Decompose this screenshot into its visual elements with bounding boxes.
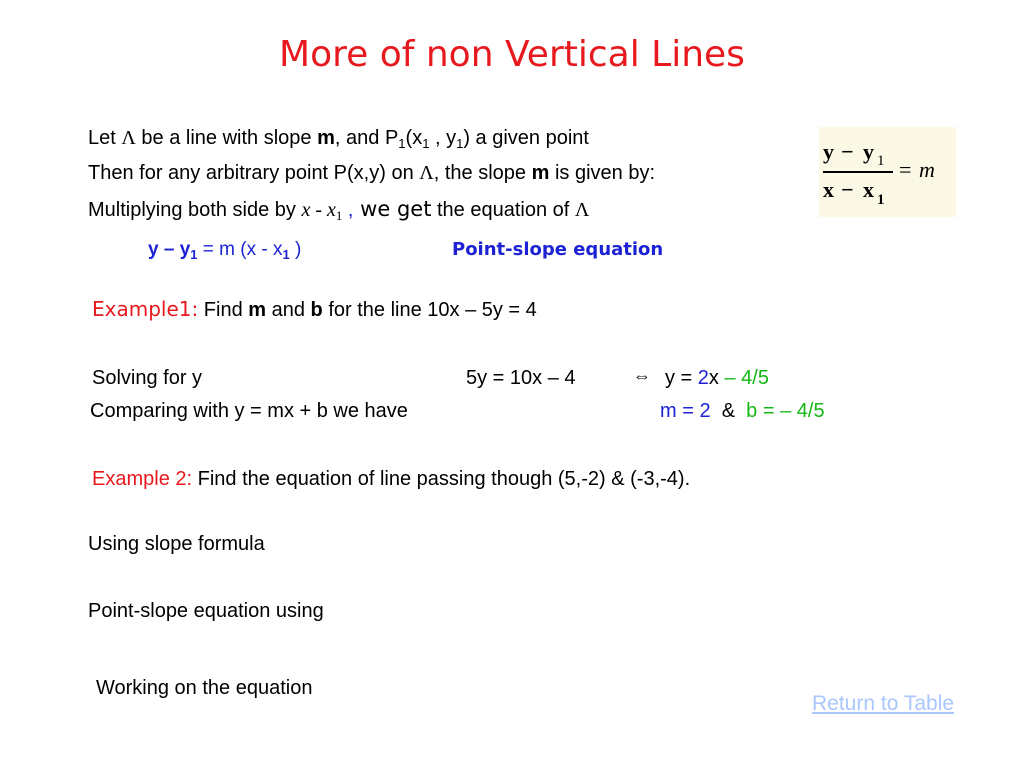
bold-m: m: [248, 299, 267, 321]
text: , and P: [334, 127, 399, 149]
subscript: 1: [422, 136, 430, 151]
slope-m: m: [531, 162, 550, 184]
text: y =: [665, 367, 698, 389]
text: (x: [405, 127, 423, 149]
subscript: 1: [456, 136, 464, 151]
text: and: [266, 299, 311, 321]
subscript: 1: [335, 208, 343, 223]
formula-equals: =: [899, 157, 912, 182]
slope-formula-svg: [819, 127, 956, 217]
comparing-result: [660, 399, 825, 423]
formula-denominator-sub: 1: [877, 192, 885, 208]
text: y – y: [148, 239, 191, 260]
text: x: [708, 367, 719, 389]
formula-denominator-minus: −: [841, 177, 854, 202]
point-slope-formula: [148, 238, 301, 262]
text: Find the equation of line passing though (5,-2) & (-3,-4).: [192, 468, 691, 490]
text: be a line with slope: [135, 127, 318, 149]
lambda-symbol: Λ: [419, 162, 434, 184]
we-get-text: we get: [353, 197, 432, 221]
subscript: 1: [282, 247, 290, 262]
text: for the line 10x – 5y = 4: [322, 299, 537, 321]
b-value: b = – 4/5: [746, 400, 825, 422]
slope-m: m: [317, 127, 335, 149]
text: , y: [429, 127, 457, 149]
text: ): [289, 239, 302, 260]
subscript: 1: [190, 247, 198, 262]
subscript: 1: [398, 136, 406, 151]
text: Let: [88, 127, 122, 149]
formula-rhs-m: m: [919, 157, 935, 182]
slope-formula-image: [819, 127, 956, 217]
m-value: m = 2: [660, 400, 711, 422]
text: is given by:: [549, 162, 656, 184]
example1-label: Example1:: [92, 297, 199, 321]
intercept: – 4/5: [718, 367, 769, 389]
intro-line-1: [88, 126, 589, 150]
solving-equation: 5y = 10x – 4: [466, 367, 576, 389]
text: = m (x - x: [197, 239, 283, 260]
working-on-equation: Working on the equation: [96, 677, 313, 699]
slide-title: More of non Vertical Lines: [279, 34, 745, 75]
text: Find: [198, 299, 249, 321]
text: , the slope: [433, 162, 532, 184]
formula-denominator-x1: x: [863, 177, 874, 202]
example2-line: [92, 467, 690, 491]
comma: ,: [342, 199, 354, 221]
point-slope-label: Point-slope equation: [452, 239, 664, 260]
using-slope-formula: Using slope formula: [88, 533, 265, 555]
lambda-symbol: Λ: [574, 199, 590, 221]
formula-numerator-y: y: [823, 139, 834, 164]
formula-denominator-x: x: [823, 177, 834, 202]
intro-line-3: [88, 197, 589, 222]
expression: x - x: [301, 199, 336, 221]
example1-line: [92, 297, 537, 322]
text: Multiplying both side by: [88, 199, 302, 221]
example2-label: Example 2:: [92, 468, 193, 490]
solving-label: Solving for y: [92, 367, 203, 389]
equivalence-arrow-icon: ⇔: [633, 366, 651, 386]
formula-numerator-sub: 1: [877, 153, 885, 169]
ampersand: &: [721, 400, 736, 422]
formula-numerator-minus: −: [841, 139, 854, 164]
lambda-symbol: Λ: [121, 127, 136, 149]
bold-b: b: [310, 299, 323, 321]
formula-numerator-y1: y: [863, 139, 874, 164]
solving-result: [665, 366, 769, 390]
point-slope-using: Point-slope equation using: [88, 600, 324, 622]
coefficient: 2: [697, 367, 709, 389]
return-to-table-link[interactable]: Return to Table: [812, 692, 955, 715]
text: ) a given point: [463, 127, 589, 149]
text: Then for any arbitrary point P(x,y) on: [88, 162, 420, 184]
intro-line-2: [88, 161, 655, 185]
comparing-label: Comparing with y = mx + b we have: [90, 400, 408, 422]
text: the equation of: [431, 199, 575, 221]
